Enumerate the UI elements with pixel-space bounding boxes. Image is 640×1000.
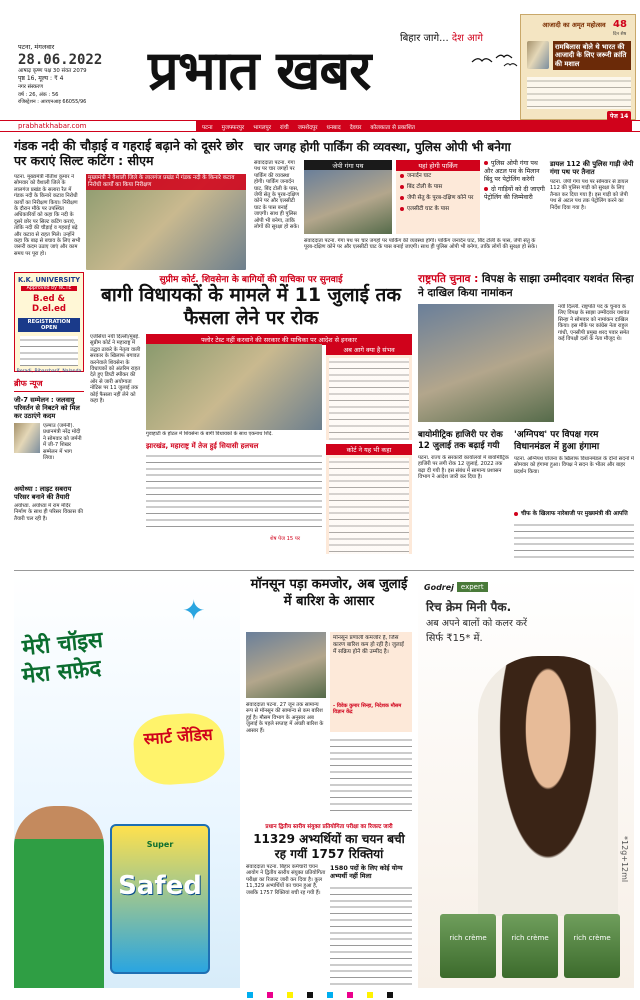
gandak-headline[interactable]: गंडक नदी की चौड़ाई व गहराई बढ़ाने को दूसरे छोर पर कराएं सिल्ट कटिंग : सीएम — [14, 138, 243, 168]
godrej-line3: सिर्फ ₹15* में. — [426, 633, 483, 644]
masthead-issue: वर्ष : 26, अंक : 56 — [18, 92, 59, 98]
story-president — [418, 272, 634, 426]
brief-label: ब्रीफ न्यूज — [14, 378, 84, 392]
rebel-kicker: सुप्रीम कोर्ट. शिवसेना के बागियों की याचिका पर सुनवाई — [159, 275, 343, 285]
result-kicker: प्रधान द्वितीय स्तरीय संयुक्त प्रतियोगिता परीक्षा का रिजल्ट जारी — [265, 824, 393, 830]
safed-tagline-1: मेरी चॉइस — [21, 627, 105, 662]
azadi-page-badge[interactable]: पेज 14 — [607, 111, 631, 121]
masthead-logo[interactable]: प्रभात खबर — [148, 38, 371, 102]
azadi-text-lines — [527, 77, 631, 109]
nav-item-ranchi[interactable]: रांची — [280, 124, 289, 131]
parking-photo — [304, 170, 392, 234]
azadi-days: 48 — [613, 19, 627, 30]
brief-item2-title[interactable]: अयोध्या : लाइट सबराय परिसर बनाने की तैयारी — [14, 485, 72, 501]
result-body: संवाददाता पटना. बिहार कर्मचारी चयन आयोग ने द्वितीय स्तरीय संयुक्त प्रतियोगिता परीक्षा का रिजल्ट जारी कर दिया है। कुल 11,329 अभ्यर्थियों का चयन हुआ है, जबकि 1757 रिक्तियां बची रह गयी हैं। — [246, 864, 326, 896]
agnipath-bullet: चीफ के खिलाफ नारेबाजी पर मुख्यमंत्री की आपत्ति — [514, 511, 634, 518]
story-gandak — [14, 138, 246, 270]
monsoon-quote-box — [330, 632, 412, 732]
masthead-pages: पृष्ठ 16, मूल्य : ₹ 4 — [18, 75, 64, 82]
president-headline: विपक्ष के साझा उम्मीदवार यशवंत सिन्हा ने दाखिल किया नामांकन — [418, 273, 634, 299]
story-biometric — [418, 430, 510, 568]
azadi-title: आजादी का अमृत महोत्सव — [542, 21, 606, 29]
rebel-caption: गुवाहाटी के होटल में शिवसेना के बागी विधायकों के साथ एकनाथ शिंदे. — [146, 431, 273, 437]
brief-item2-body: अयोध्या. अयोध्या में राम मंदिर निर्माण के साथ ही परिसर विकास की तैयारी चल रही है। — [14, 503, 83, 522]
monsoon-headline[interactable]: मॉनसून पड़ा कमजोर, अब जुलाई में बारिश के आसार — [250, 577, 408, 609]
masthead-tithi: आषाढ़ कृष्ण पक्ष 30 संवत 2079 — [18, 68, 87, 74]
dial112-title[interactable]: डायल 112 की पुलिस गाड़ी जेपी गंगा पथ पर तैनात — [550, 160, 634, 176]
president-headline-box[interactable] — [418, 272, 634, 300]
story-result — [246, 822, 412, 988]
nav-item-dhanbad[interactable]: धनबाद — [326, 124, 341, 131]
gandak-body: पटना. मुख्यमंत्री नीतीश कुमार ने सोमवार को वैशाली जिले के लालगंज प्रखंड के सलारा रैत में गंडक नदी के किनारे कटाव निरोधी कार्यों का निरीक्षण किया। निरीक्षण के दौरान मौके पर उपस्थित अधिकारियों को कहा कि नदी के दूसरे छोर पर सिल्ट कटिंग कराएं, ताकि नदी की चौड़ाई व गहराई बढ़े और कटाव से राहत मिले। उन्होंने कहा कि बाढ़ से बचाव के लिए सभी जरूरी कदम उठाए जाएं और काम समय पर पूरा हो। — [14, 174, 81, 257]
parking-tab-places: यहां होगी पार्किंग — [396, 160, 480, 171]
story-rebel — [90, 272, 412, 568]
dial112-box — [550, 160, 634, 264]
kk-course: B.ed & D.el.ed — [31, 294, 67, 314]
president-photo — [418, 304, 554, 422]
kk-place: Beradi, Biharsharif, Nalanda — [16, 369, 82, 374]
brief-item1-title[interactable]: जी-7 सम्मेलन : जलवायु परिवर्तन से निबटने को मिल कर उठाएंगे कदम — [14, 396, 80, 420]
story-monsoon — [246, 576, 412, 820]
agnipath-body: पटना. अग्निपथ योजना के खिलाफ विधानमंडल के दोनों सदनों में सोमवार को हंगामा हुआ। विपक्ष ने सदन के भीतर और बाहर प्रदर्शन किया। — [514, 456, 634, 475]
rebel-court-text — [329, 458, 409, 556]
godrej-pack: rich crème — [564, 914, 620, 978]
godrej-packs — [440, 914, 620, 978]
masthead-city-day: पटना, मंगलवार — [18, 43, 55, 51]
parking-list-item: जनार्दन घाट — [396, 171, 480, 182]
rebel-sub-head[interactable]: झारखंड, महाराष्ट्र में तेज हुई सियासी हलचल — [146, 442, 259, 450]
section-divider — [14, 570, 634, 571]
godrej-model — [478, 656, 618, 916]
ad-safed[interactable] — [14, 574, 240, 988]
parking-list-box — [396, 160, 480, 234]
website-link[interactable]: prabhatkhabar.com — [18, 122, 87, 130]
story-parking — [254, 138, 634, 266]
brief-item1-body: एल्माउ (जर्मनी). प्रधानमंत्री नरेंद्र मोदी ने सोमवार को जर्मनी में जी-7 शिखर सम्मेलन में भाग लिया। — [43, 423, 82, 462]
parking-body-continued: संवाददाता पटना. गंगा पथ पर चार जगहों पर पार्किंग की व्यवस्था होगी। पार्किंग जनार्दन घाट, बिंद टोली के पास, जेपी सेतु के पूरब-दक्षिण कोने पर और एलसीटी घाट के पास बनाई जाएगी। साथ ही पुलिस ओपी भी बनेगा, ताकि लोगों की सुरक्षा हो सके। — [304, 238, 538, 251]
nav-item-deoghar[interactable]: देवघर — [349, 124, 362, 131]
godrej-line1: रिच क्रेम मिनी पैक. — [426, 600, 512, 614]
biometric-body: पटना. राज्य के सरकारी कार्यालयों में बायोमीट्रिक हाजिरी पर लगी रोक 12 जुलाई, 2022 तक बढ़ा दी गयी है। इस संबंध में सामान्य प्रशासन विभाग ने आदेश जारी कर दिया है। — [418, 455, 509, 481]
safed-burst: स्मार्ट जेंडिस — [132, 711, 227, 787]
parking-tab-road: जेपी गंगा पथ — [304, 160, 392, 171]
parking-list-item: बिंद टोली के पास — [396, 182, 480, 193]
parking-bullets — [484, 160, 546, 202]
godrej-pack: rich crème — [502, 914, 558, 978]
safed-pack — [110, 824, 210, 974]
rebel-sub-text — [146, 452, 322, 532]
masthead-reg: रजिस्ट्रेशन : आरएनआइ 66055/96 — [18, 99, 87, 105]
parking-body: संवाददाता पटना. गंगा पथ पर चार जगहों पर पार्किंग की व्यवस्था होगी। पार्किंग जनार्दन घाट, बिंद टोली के पास, जेपी सेतु के पूरब-दक्षिण कोने पर और एलसीटी घाट के पास बनाई जाएगी। साथ ही पुलिस ओपी भी बनेगा, ताकि लोगों की सुरक्षा हो सके। — [254, 160, 300, 231]
godrej-line2: अब अपने बालों को कलर करें — [426, 618, 528, 629]
masthead-edition: नगर संस्करण — [18, 84, 43, 90]
rebel-body: एजेंसियां नयी दिल्ली/मुंबई. सुप्रीम कोर्ट ने महाराष्ट्र में उद्धव ठाकरे के नेतृत्व वाली सरकार के खिलाफ बगावत करनेवाले शिवसेना के विधायकों को अंतरिम राहत देते हुए डिप्टी स्पीकर की ओर से जारी अयोग्यता नोटिस पर 11 जुलाई तक कोई फैसला नहीं लेने को कहा है। — [90, 334, 141, 405]
rebel-headline[interactable]: बागी विधायकों के मामले में 11 जुलाई तक फैसला लेने पर रोक — [101, 284, 401, 329]
godrej-brand: Godrej — [424, 582, 454, 592]
tagline-part-b: देश आगे — [451, 33, 483, 44]
godrej-expert: expert — [457, 582, 488, 592]
result-headline[interactable]: 11329 अभ्यर्थियों का चयन बची रह गयीं 1757 रिक्तियां — [253, 832, 405, 861]
safed-tagline-2: मेरा सफ़ेद — [21, 655, 103, 690]
parking-bullet: पुलिस ओपी गंगा पथ और अटल पथ के मिलान बिंदु पर पेट्रोलिंग करेगी — [484, 160, 540, 183]
result-side-text — [330, 884, 412, 988]
kk-approved: Approved by NCTE — [21, 286, 77, 291]
godrej-logo — [424, 582, 488, 592]
monsoon-body: संवाददाता पटना. 27 जून तक सामान्य रूप से मॉनसून की सामान्य से कम बारिश हुई है। मौसम विभाग के अनुसार अब जुलाई के पहले सप्ताह में अच्छी बारिश के आसार हैं। — [246, 702, 324, 734]
biometric-headline[interactable]: बायोमीट्रिक हाजिरी पर रोक 12 जुलाई तक बढ़ाई गयी — [418, 430, 503, 451]
president-body: नयी दिल्ली. राष्ट्रपति पद के चुनाव के लिए विपक्ष के साझा उम्मीदवार यशवंत सिन्हा ने सोमवार को नामांकन दाखिल किया। इस मौके पर कांग्रेस नेता राहुल गांधी, एनसीपी प्रमुख शरद पवार समेत कई विपक्षी दलों के नेता मौजूद थे। — [558, 304, 630, 343]
tagline-part-a: बिहार जागे... — [400, 33, 449, 44]
godrej-plus-note: *12g+12ml — [620, 836, 629, 883]
president-kicker: राष्ट्रपति चुनाव : — [418, 273, 479, 285]
safed-spark-icon: ✦ — [182, 594, 206, 627]
gandak-photo — [86, 174, 246, 270]
nav-item-bhagalpur[interactable]: भागलपुर — [253, 124, 272, 131]
city-nav — [196, 121, 632, 132]
rebel-court-box — [326, 444, 412, 554]
result-side-title: 1580 पदों के लिए कोई योग्य अभ्यर्थी नहीं मिला — [330, 864, 403, 880]
rebel-next-text — [329, 358, 409, 442]
parking-headline[interactable]: चार जगह होगी पार्किंग की व्यवस्था, पुलिस ओपी भी बनेगा — [254, 140, 511, 154]
monsoon-more-text — [330, 736, 412, 812]
rebel-photo — [146, 344, 322, 430]
monsoon-quote-by: - विवेक कुमार सिन्हा, निदेशक मौसम विज्ञान केंद्र — [333, 703, 402, 716]
azadi-portrait — [527, 41, 549, 69]
nav-item-patna[interactable]: पटना — [202, 124, 213, 131]
parking-bullet: दो गाड़ियों को दी जाएगी पेट्रोलिंग की जिम्मेवारी — [484, 186, 545, 202]
dial112-body: पटना. जेपी गंगा पथ पर सोमवार से डायल 112 की पुलिस गाड़ी को सुरक्षा के लिए तैनात कर दिया गया है। इस गाड़ी को जेपी पथ से अटल पथ तक पेट्रोलिंग करने का निर्देश दिया गया है। — [550, 179, 629, 211]
safed-model — [14, 806, 104, 988]
kk-registration: REGISTRATION OPEN — [18, 318, 80, 332]
story-agnipath — [514, 430, 634, 568]
brief-news — [14, 378, 84, 568]
kk-details — [20, 336, 78, 366]
rebel-strip: फ्लोर टेस्ट नहीं करवाने की सरकार की याचिका पर आदेश से इनकार — [146, 334, 412, 345]
masthead — [0, 0, 640, 118]
godrej-pack: rich crème — [440, 914, 496, 978]
rebel-next-title: अब आगे क्या है संभव — [326, 344, 412, 355]
nav-strip — [0, 120, 640, 132]
azadi-box[interactable] — [520, 14, 636, 120]
rebel-court-title: कोर्ट ने यह भी कहा — [326, 444, 412, 455]
rebel-more[interactable]: शेष पेज 15 पर — [270, 536, 300, 542]
parking-list-item: एलसीटी घाट के पास — [396, 204, 480, 215]
nav-item-jamshedpur[interactable]: जमशेदपुर — [297, 124, 318, 131]
parking-list-item: जेपी सेतु के पूरब-दक्षिण कोने पर — [396, 193, 480, 204]
masthead-date: 28.06.2022 — [18, 52, 103, 68]
masthead-tagline — [400, 30, 483, 44]
birds-icon — [470, 50, 520, 70]
ad-kk-university[interactable] — [14, 272, 84, 372]
monsoon-photo — [246, 632, 326, 698]
agnipath-more-text — [514, 521, 634, 561]
agnipath-headline[interactable]: 'अग्निपथ' पर विपक्ष गरम विधानमंडल में हुआ हंगामा — [514, 430, 600, 452]
azadi-unit: दिन शेष — [613, 32, 627, 37]
registration-strip — [0, 990, 640, 1000]
safed-brand: Safed — [118, 871, 202, 901]
azadi-headline[interactable]: रामबिलास बोले थे भारत की आजादी के लिए जरूरी क्रांति की मशाल — [553, 41, 631, 70]
monsoon-quote: मॉनसून प्रणाली कमजोर है, जिस कारण बारिश कम हो रही है। जुलाई में सक्रिय होने की उम्मीद है। — [333, 635, 404, 655]
nav-item-kolkata[interactable]: कोलकाता से प्रकाशित — [370, 124, 416, 131]
ad-godrej[interactable] — [418, 576, 634, 988]
kk-name: K.K. UNIVERSITY — [17, 276, 80, 284]
nav-item-muzaffarpur[interactable]: मुजफ्फरपुर — [221, 124, 245, 131]
gandak-caption: मुख्यमंत्री ने वैशाली जिले के लालगंज प्रखंड में गंडक नदी के किनारे कटाव निरोधी कार्यों का किया निरीक्षण — [86, 174, 246, 190]
safed-pack-top: Super — [146, 840, 174, 849]
rebel-next-box — [326, 344, 412, 440]
brief-item1-photo — [14, 423, 40, 453]
